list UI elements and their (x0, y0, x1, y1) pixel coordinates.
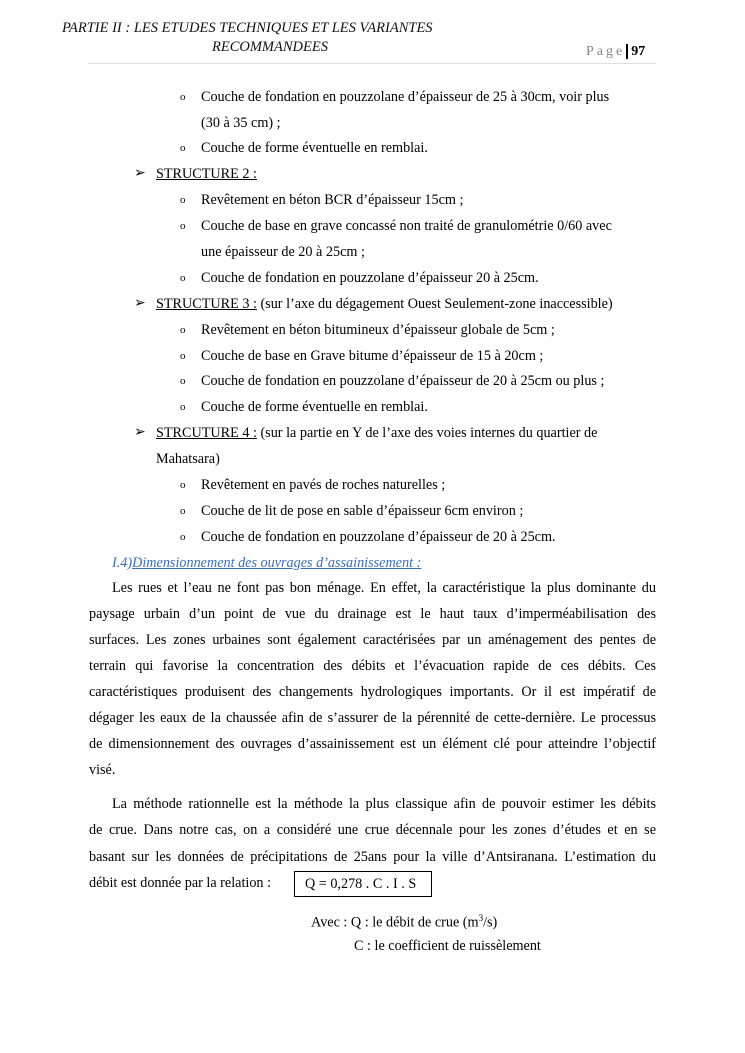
list-item: Couche de fondation en pouzzolane d’épaisseur de 20 à 25cm. (201, 529, 556, 545)
structure-3-note: (sur l’axe du dégagement Ouest Seulement-zone inaccessible) (256, 296, 613, 312)
legend-q-unit: /s) (483, 914, 498, 931)
list-item: Revêtement en pavés de roches naturelles ; (201, 477, 446, 493)
structure-4-note-cont: Mahatsara) (156, 451, 220, 467)
paragraph-line: de crue. Dans notre cas, on a considéré une crue décennale pour les zones d’études et en se (89, 822, 656, 838)
bullet-icon: o (180, 375, 186, 387)
header-title-line2: RECOMMANDEES (212, 39, 328, 55)
paragraph-line: surfaces. Les zones urbaines sont également caractérisées par un aménagement des pentes de (89, 632, 656, 648)
list-item: Couche de base en grave concassé non traité de granulométrie 0/60 avec (201, 218, 612, 234)
structure-3-label: STRUCTURE 3 : (156, 296, 257, 312)
paragraph-line: caractéristiques produisent des changements hydrologiques importants. Or il est impératif de (89, 684, 656, 700)
structure-4-note: (sur la partie en Y de l’axe des voies internes du quartier de (256, 425, 598, 441)
bullet-icon: o (180, 272, 186, 284)
paragraph-line: paysage urbain d’un point de vue du drainage est le haut taux d’imperméabilisation des (89, 606, 656, 622)
section-heading (112, 554, 421, 572)
bullet-icon: o (180, 142, 186, 154)
paragraph-line: Les rues et l’eau ne font pas bon ménage. En effet, la caractéristique la plus dominante du (112, 580, 656, 596)
list-item: Couche de base en Grave bitume d’épaisseur de 15 à 20cm ; (201, 348, 544, 364)
arrow-bullet-icon: ➢ (134, 296, 146, 311)
page-number-value: 97 (626, 44, 645, 59)
paragraph-line: visé. (89, 762, 116, 778)
paragraph-line: dégager les eaux de la chaussée afin de s’assurer de la pérennité de cette-dernière. Le processus (89, 710, 656, 726)
bullet-icon: o (180, 194, 186, 206)
list-item-cont: (30 à 35 cm) ; (201, 115, 281, 131)
list-item: Couche de forme éventuelle en remblai. (201, 140, 428, 156)
bullet-icon: o (180, 401, 186, 413)
page-label: Page (586, 44, 626, 59)
structure-4-heading (156, 424, 597, 442)
bullet-icon: o (180, 220, 186, 232)
section-number: I.4) (112, 555, 133, 571)
bullet-icon: o (180, 531, 186, 543)
paragraph-line: La méthode rationnelle est la méthode la plus classique afin de pouvoir estimer les débits (112, 796, 656, 812)
list-item: Couche de lit de pose en sable d’épaisseur 6cm environ ; (201, 503, 524, 519)
list-item: Couche de fondation en pouzzolane d’épaisseur 20 à 25cm. (201, 270, 539, 286)
header-rule (88, 63, 656, 64)
bullet-icon: o (180, 505, 186, 517)
bullet-icon: o (180, 91, 186, 103)
structure-2-label: STRUCTURE 2 : (156, 166, 257, 182)
list-item: Revêtement en béton BCR d’épaisseur 15cm ; (201, 192, 464, 208)
structure-4-label: STRCUTURE 4 : (156, 425, 257, 441)
paragraph-line: débit est donnée par la relation : (89, 875, 272, 891)
list-item: Revêtement en béton bitumineux d’épaisseur globale de 5cm ; (201, 322, 555, 338)
list-item: Couche de forme éventuelle en remblai. (201, 399, 428, 415)
section-title: Dimensionnement des ouvrages d’assainissement : (132, 555, 422, 571)
structure-3-heading (156, 295, 613, 313)
header-title-line1: PARTIE II : LES ETUDES TECHNIQUES ET LES VARIANTES (62, 20, 433, 36)
bullet-icon: o (180, 324, 186, 336)
formula-box: Q = 0,278 . C . I . S (294, 871, 432, 897)
legend-c: C : le coefficient de ruissèlement (354, 938, 541, 954)
list-item: Couche de fondation en pouzzolane d’épaisseur de 20 à 25cm ou plus ; (201, 373, 605, 389)
arrow-bullet-icon: ➢ (134, 425, 146, 440)
bullet-icon: o (180, 350, 186, 362)
bullet-icon: o (180, 479, 186, 491)
legend-q-text: Avec : Q : le débit de crue (m (311, 914, 479, 931)
legend-q (311, 909, 497, 932)
list-item: Couche de fondation en pouzzolane d’épaisseur de 25 à 30cm, voir plus (201, 89, 610, 105)
paragraph-line: basant sur les données de précipitations de 25ans pour la ville d’Antsiranana. L’estimation du (89, 849, 656, 865)
list-item-cont: une épaisseur de 20 à 25cm ; (201, 244, 365, 260)
paragraph-line: terrain qui favorise la concentration des débits et l’évacuation rapide de ces débits. Ces (89, 658, 656, 674)
paragraph-line: de dimensionnement des ouvrages d’assainissement est un élément clé pour atteindre l’objectif (89, 736, 656, 752)
arrow-bullet-icon: ➢ (134, 166, 146, 181)
page-number (586, 44, 645, 60)
legend-q-sup: 3 (478, 913, 484, 923)
